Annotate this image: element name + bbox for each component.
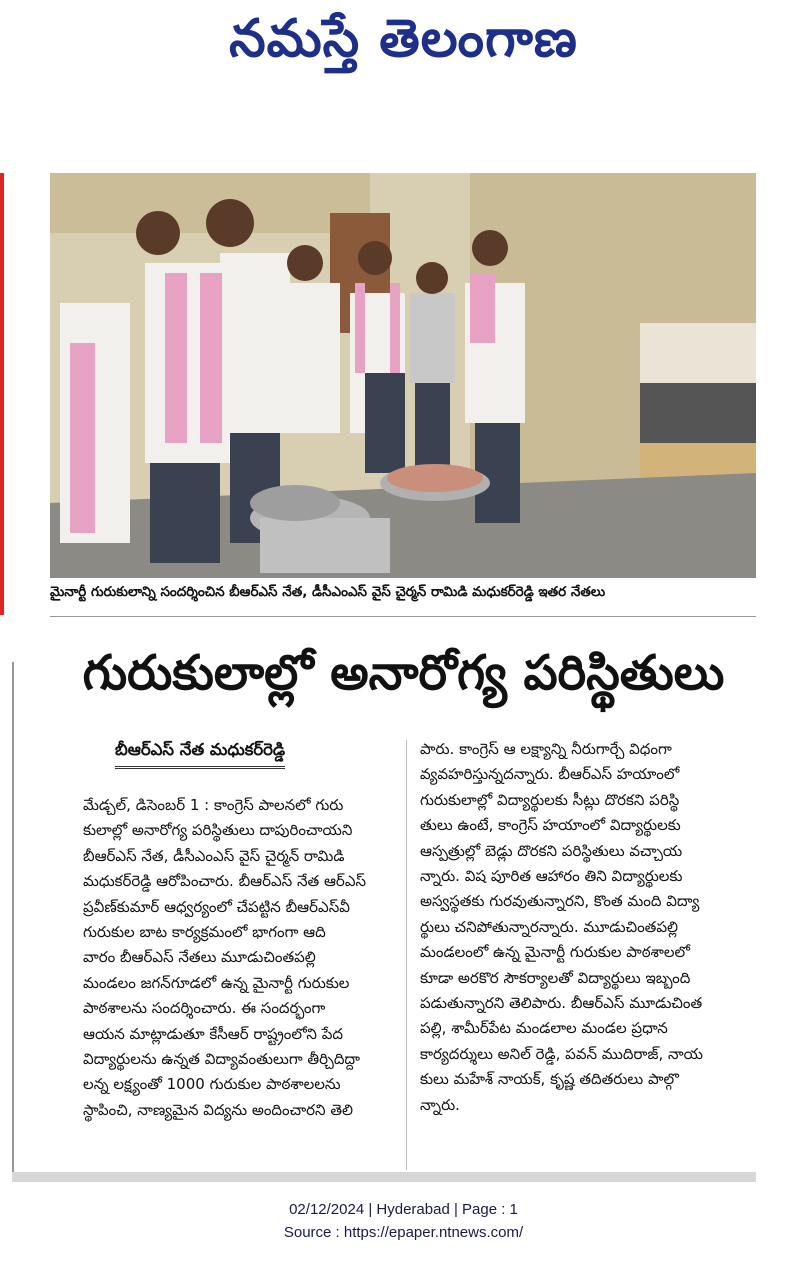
- left-margin-bar: [0, 662, 14, 1182]
- text-line: ర్థులు చనిపోతున్నారన్నారు. మూడుచింతపల్లి: [420, 917, 679, 936]
- text-line: పారు. కాంగ్రెస్ ఆ లక్ష్యాన్ని నీరుగార్చే విధంగా: [420, 740, 672, 758]
- text-line: పడుతున్నారని తెలిపారు. బీఆర్‌ఎస్ మూడుచింత: [420, 994, 703, 1013]
- text-line: బీఆర్‌ఎస్ నేత, డీసీఎంఎస్ వైస్ చైర్మన్ రామిడి: [83, 846, 345, 865]
- text-line: ఆస్పత్రుల్లో బెడ్లు దొరకని పరిస్థితులు వచ్చాయ: [420, 841, 683, 860]
- footer-source: Source : https://epaper.ntnews.com/: [283, 1224, 524, 1241]
- text-line: న్నారు. విష పూరిత ఆహారం తిని విద్యార్థులకు: [420, 867, 683, 886]
- text-line: కులు మహేశ్ నాయక్, కృష్ణ తదితరులు పాల్గొ: [420, 1070, 679, 1089]
- text-line: పల్లి, శామీర్‌పేట మండలాల మండల ప్రధాన: [420, 1019, 668, 1038]
- text-line: ప్రవీణ్‌కుమార్ ఆధ్వర్యంలో చేపట్టిన బీఆర్‌ఎస్‌వీ: [83, 897, 350, 916]
- text-line: వారం బీఆర్‌ఎస్ నేతలు మూడుచింతపల్లి: [83, 948, 316, 967]
- footer-date-page: 02/12/2024 | Hyderabad | Page : 1: [289, 1201, 518, 1218]
- text-line: న్నారు.: [420, 1095, 460, 1114]
- text-line: మండలం జగన్‌గూడలో ఉన్న మైనార్టీ గురుకుల: [83, 973, 350, 992]
- text-line: ఆయన మాట్లాడుతూ కేసీఆర్ రాష్ట్రంలోని పేద: [83, 1024, 343, 1043]
- text-line: మండలంలో ఉన్న మైనార్టీ గురుకుల పాఠశాలలో: [420, 943, 690, 962]
- article-headline: గురుకులాల్లో అనారోగ్య పరిస్థితులు: [82, 645, 725, 701]
- text-line: విద్యార్థులను ఉన్నత విద్యావంతులుగా తీర్చిదిద్దా: [83, 1050, 361, 1069]
- text-line: వ్యవహరిస్తున్నదన్నారు. బీఆర్‌ఎస్ హయాంలో: [420, 765, 680, 784]
- article-column-right: [420, 737, 756, 1118]
- bottom-border-bar: [12, 1172, 756, 1182]
- article-byline: బీఆర్‌ఎస్ నేత మధుకర్‌రెడ్డి: [115, 740, 285, 769]
- text-line: కార్యదర్శులు అనిల్ రెడ్డి, పవన్ ముదిరాజ్, నాయ: [420, 1044, 703, 1063]
- text-line: లన్న లక్ష్యంతో 1000 గురుకుల పాఠశాలలను: [83, 1075, 341, 1094]
- photo-caption: మైనార్టీ గురుకులాన్ని సందర్శించిన బీఆర్‌ఎస్ నేత, డీసీఎంఎస్ వైస్ చైర్మన్ రామిడి మధుకర్‌రెడ్డి ఇతర నేతలు: [50, 584, 606, 600]
- news-photo: [50, 173, 756, 578]
- column-divider: [406, 740, 407, 1170]
- text-line: గురుకుల బాట కార్యక్రమంలో భాగంగా ఆది: [83, 923, 326, 942]
- red-accent-bar: [0, 173, 4, 615]
- text-line: తులు ఉంటే, కాంగ్రెస్ హయాంలో విద్యార్థులకు: [420, 816, 681, 835]
- masthead: నమస్తే తెలంగాణ: [229, 8, 578, 69]
- text-line: గురుకులాల్లో విద్యార్థులకు సీట్లు దొరకని పరిస్థి: [420, 790, 680, 809]
- text-line: మధుకర్‌రెడ్డి ఆరోపించారు. బీఆర్‌ఎస్ నేత ఆర్‌ఎస్: [83, 872, 367, 891]
- text-line: స్థాపించి, నాణ్యమైన విద్యను అందించారని తెలి: [83, 1100, 354, 1119]
- divider-rule: [50, 616, 756, 617]
- text-line: అస్వస్థతకు గురవుతున్నారని, కొంత మంది విద్యా: [420, 892, 700, 911]
- text-line: కూడా అరకొర సౌకర్యాలతో విద్యార్థులు ఇబ్బంది: [420, 968, 691, 987]
- text-line: పాఠశాలను సందర్శించారు. ఈ సందర్భంగా: [83, 999, 326, 1018]
- text-line: కులాల్లో అనారోగ్య పరిస్థితులు దాపురించాయని: [83, 821, 353, 840]
- text-line: మేడ్చల్, డిసెంబర్ 1 : కాంగ్రెస్ పాలనలో గురు: [83, 796, 344, 814]
- article-column-left: [83, 793, 393, 1123]
